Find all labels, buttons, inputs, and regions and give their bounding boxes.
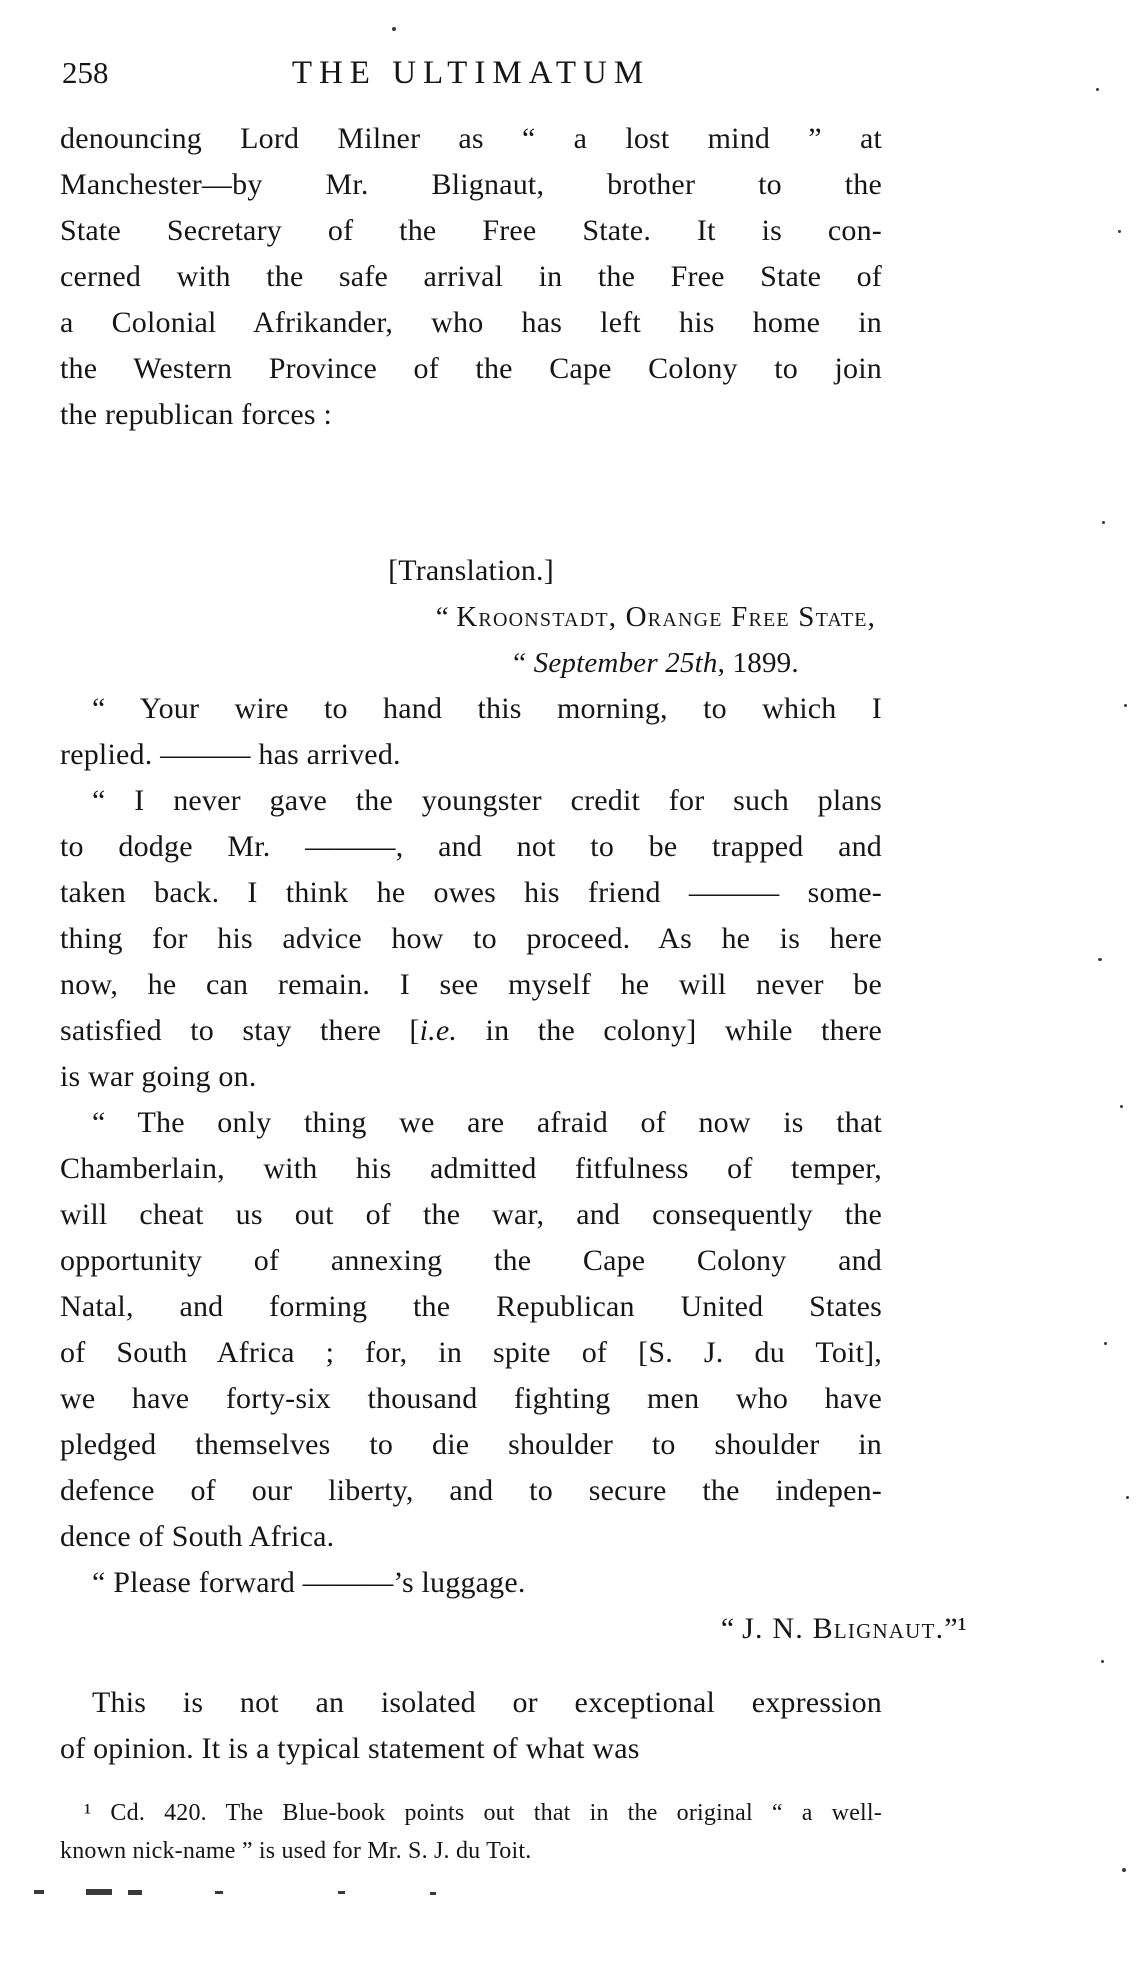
text-line: [Translation.]	[388, 554, 554, 587]
text-line: “ September 25th, 1899.	[513, 647, 799, 679]
text-line: cerned with the safe arrival in the Free State of	[60, 260, 882, 293]
scan-speck	[1102, 521, 1105, 524]
translation-heading	[60, 548, 882, 594]
scan-speck	[1122, 1868, 1126, 1872]
text-line: Natal, and forming the Republican United States	[60, 1290, 882, 1323]
text-line: This is not an isolated or exceptional expression	[92, 1686, 882, 1719]
intro-paragraph	[60, 116, 882, 438]
letter-signature	[60, 1606, 967, 1652]
text-line: “ Please forward ———’s luggage.	[92, 1566, 526, 1599]
text-line: “ I never gave the youngster credit for such plans	[92, 784, 882, 817]
text-line: the republican forces :	[60, 398, 332, 431]
scan-speck	[1126, 1496, 1129, 1499]
text-line: now, he can remain. I see myself he will never be	[60, 968, 882, 1001]
letter-paragraph-4	[60, 1560, 882, 1606]
scan-speck	[1101, 1660, 1104, 1663]
text-line: satisfied to stay there [i.e. in the colony] while there	[60, 1014, 882, 1047]
text-line: Manchester—by Mr. Blignaut, brother to the	[60, 168, 882, 201]
text-line: opportunity of annexing the Cape Colony and	[60, 1244, 882, 1277]
closing-paragraph	[60, 1680, 882, 1772]
text-line: to dodge Mr. ———, and not to be trapped and	[60, 830, 882, 863]
text-line: is war going on.	[60, 1060, 257, 1093]
scan-speck	[128, 1890, 142, 1895]
text-line: the Western Province of the Cape Colony to join	[60, 352, 882, 385]
scan-speck	[1098, 958, 1102, 961]
scan-speck	[1096, 88, 1099, 91]
scan-speck	[1104, 1342, 1107, 1345]
text-line: “ Kroonstadt, Orange Free State,	[435, 601, 877, 633]
text-line: thing for his advice how to proceed. As he is here	[60, 922, 882, 955]
footnote	[60, 1794, 882, 1870]
scan-speck	[1118, 230, 1121, 233]
text-line: defence of our liberty, and to secure the indepen-	[60, 1474, 882, 1507]
text-line: “ The only thing we are afraid of now is that	[92, 1106, 882, 1139]
scan-speck	[392, 27, 396, 31]
text-body	[60, 116, 967, 1870]
scan-speck	[430, 1892, 436, 1895]
text-line: taken back. I think he owes his friend ——— some-	[60, 876, 882, 909]
scan-speck	[215, 1891, 223, 1894]
text-line: ¹ Cd. 420. The Blue-book points out that in the original “ a well-	[84, 1800, 882, 1826]
scan-speck	[1124, 704, 1127, 707]
running-head	[60, 50, 882, 96]
text-line: of South Africa ; for, in spite of [S. J. du Toit],	[60, 1336, 882, 1369]
text-line: State Secretary of the Free State. It is con-	[60, 214, 882, 247]
text-line: denouncing Lord Milner as “ a lost mind ” at	[60, 122, 882, 155]
letter-paragraph-3	[60, 1100, 882, 1560]
text-column	[60, 50, 967, 1870]
scan-speck	[338, 1891, 345, 1894]
page-number: 258	[62, 55, 109, 90]
text-line: Chamberlain, with his admitted fitfulness of temper,	[60, 1152, 882, 1185]
scan-speck	[34, 1890, 44, 1894]
text-line: will cheat us out of the war, and consequently the	[60, 1198, 882, 1231]
letter-dateline	[60, 594, 882, 686]
text-line: replied. ——— has arrived.	[60, 738, 401, 771]
page-title: THE ULTIMATUM	[291, 55, 651, 91]
text-line: we have forty-six thousand fighting men who have	[60, 1382, 882, 1415]
scan-speck	[1120, 1105, 1123, 1108]
text-line: pledged themselves to die shoulder to shoulder in	[60, 1428, 882, 1461]
text-line: a Colonial Afrikander, who has left his home in	[60, 306, 882, 339]
text-line: known nick-name ” is used for Mr. S. J. du Toit.	[60, 1838, 532, 1864]
letter-paragraph-2	[60, 778, 882, 1100]
text-line: “ Your wire to hand this morning, to which I	[92, 692, 882, 725]
text-line: of opinion. It is a typical statement of what was	[60, 1732, 640, 1765]
scan-speck	[86, 1889, 112, 1895]
letter-paragraph-1	[60, 686, 882, 778]
text-line: “ J. N. Blignaut.”¹	[720, 1612, 967, 1645]
text-line: dence of South Africa.	[60, 1520, 335, 1553]
